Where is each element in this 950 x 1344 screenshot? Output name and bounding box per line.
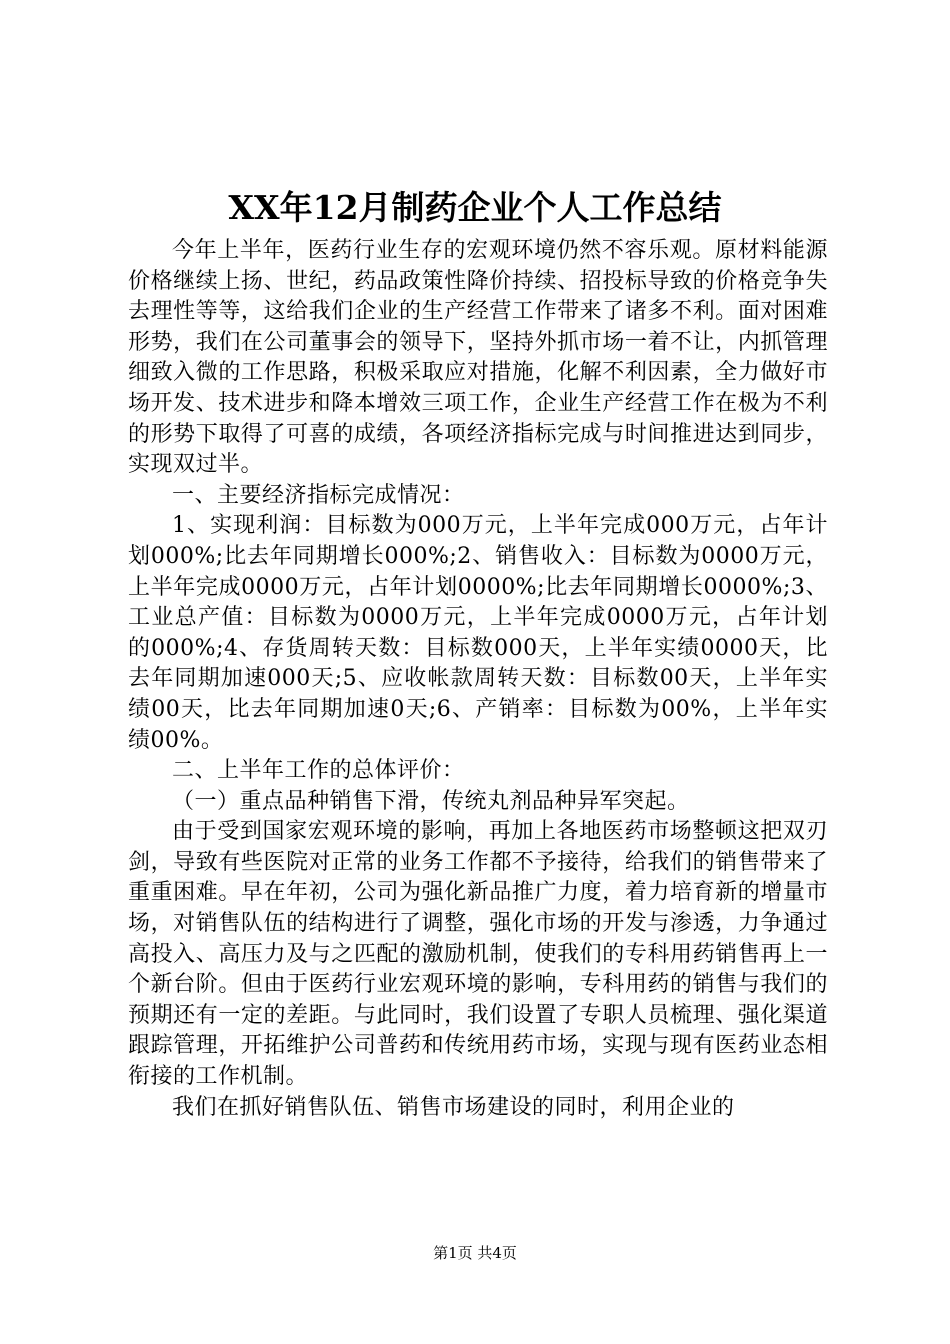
paragraph-continued: 我们在抓好销售队伍、销售市场建设的同时，利用企业的 xyxy=(172,1094,735,1120)
paragraph-indicators: 1、实现利润：目标数为000万元，上半年完成000万元，占年计划000%;比去年同期增长000%;2、销售收入：目标数为0000万元，上半年完成0000万元，占年计划0000%;比去年同期增长0000%;3、工业总产值：目标数为0000万元，上半年完成0000万元，占年计划的000%;4、存货周转天数：目标数000天，上半年实绩0000天，比去年同期加速000天;5、应收帐款周转天数：目标数00天，上半年实绩00天，比去年同期加速0天;6、产销率：目标数为00%，上半年实绩00%。 xyxy=(128,513,828,753)
section-heading-1: 一、主要经济指标完成情况： xyxy=(172,482,465,508)
page-number-footer: 第1页 共4页 xyxy=(433,1244,517,1262)
paragraph-sales: 由于受到国家宏观环境的影响，再加上各地医药市场整顿这把双刃剑，导致有些医院对正常的业务工作都不予接待，给我们的销售带来了重重困难。早在年初，公司为强化新品推广力度，着力培育新的增量市场，对销售队伍的结构进行了调整，强化市场的开发与渗透，力争通过高投入、高压力及与之匹配的激励机制，使我们的专科用药销售再上一个新台阶。但由于医药行业宏观环境的影响，专科用药的销售与我们的预期还有一定的差距。与此同时，我们设置了专职人员梳理、强化渠道跟踪管理，开拓维护公司普药和传统用药市场，实现与现有医药业态相衔接的工作机制。 xyxy=(128,819,828,1090)
document-body xyxy=(128,236,828,1123)
document-title: XX年12月制药企业个人工作总结 xyxy=(228,188,722,227)
section-heading-2: 二、上半年工作的总体评价： xyxy=(172,758,465,784)
subsection-heading-1: （一）重点品种销售下滑，传统丸剂品种异军突起。 xyxy=(172,788,690,814)
paragraph-intro: 今年上半年，医药行业生存的宏观环境仍然不容乐观。原材料能源价格继续上扬、世纪，药品政策性降价持续、招投标导致的价格竞争失去理性等等，这给我们企业的生产经营工作带来了诸多不利。面对困难形势，我们在公司董事会的领导下，坚持外抓市场一着不让，内抓管理细致入微的工作思路，积极采取应对措施，化解不利因素，全力做好市场开发、技术进步和降本增效三项工作，企业生产经营工作在极为不利的形势下取得了可喜的成绩，各项经济指标完成与时间推进达到同步，实现双过半。 xyxy=(128,238,828,478)
